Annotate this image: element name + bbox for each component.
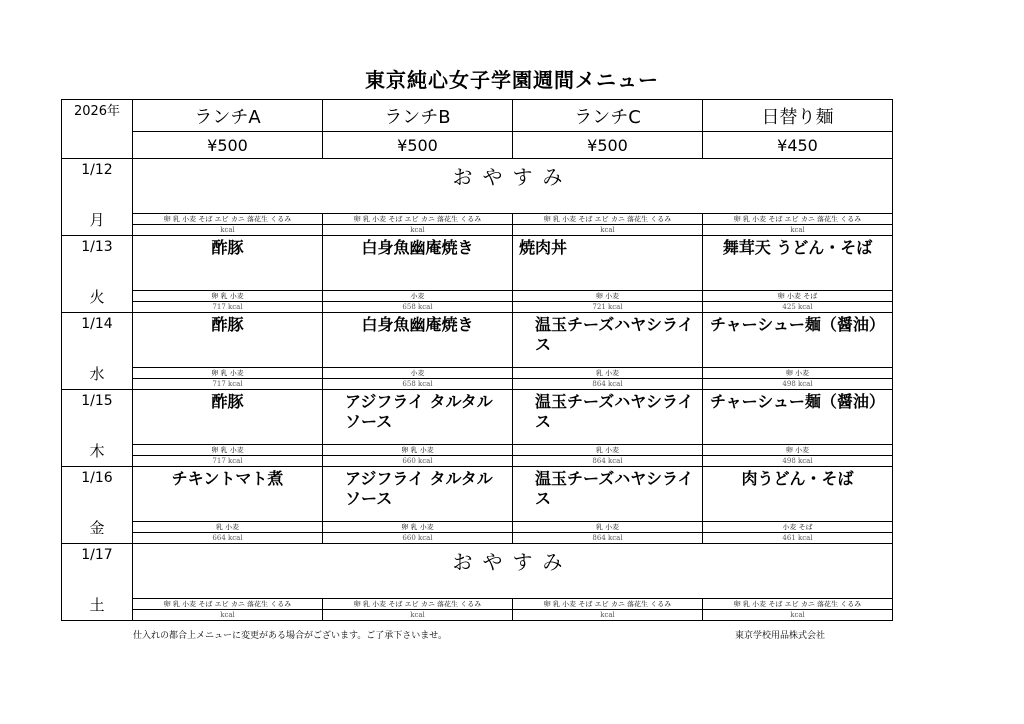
date-cell	[62, 159, 133, 236]
kcal-value: kcal	[703, 225, 893, 236]
date-number: 1/17	[81, 547, 113, 563]
dish-name: 温玉チーズハヤシライス	[513, 313, 703, 368]
kcal-row	[62, 456, 893, 467]
allergen-row	[62, 445, 893, 456]
kcal-value: kcal	[323, 610, 513, 621]
weekly-menu-table	[61, 99, 893, 621]
kcal-value: kcal	[513, 225, 703, 236]
allergen-row	[62, 368, 893, 379]
kcal-value: kcal	[323, 225, 513, 236]
kcal-value: kcal	[703, 610, 893, 621]
allergen-text: 卵 乳 小麦 そば エビ カニ 落花生 くるみ	[543, 215, 672, 223]
allergen-text: 卵 小麦 そば	[777, 292, 818, 300]
allergen-info	[513, 368, 703, 379]
year-cell: 2026年	[62, 100, 133, 159]
allergen-text: 卵 乳 小麦 そば エビ カニ 落花生 くるみ	[353, 215, 482, 223]
allergen-info	[323, 522, 513, 533]
allergen-info	[323, 368, 513, 379]
price-lunch-c: ¥500	[513, 132, 703, 159]
allergen-info	[513, 599, 703, 610]
dish-name: 白身魚幽庵焼き	[323, 313, 513, 368]
allergen-info	[703, 522, 893, 533]
date-number: 1/15	[81, 393, 113, 409]
dish-name: 白身魚幽庵焼き	[323, 236, 513, 291]
allergen-text: 卵 乳 小麦	[211, 369, 244, 377]
date-number: 1/12	[81, 162, 113, 178]
allergen-text: 卵 小麦	[595, 292, 620, 300]
weekday-label: 水	[89, 365, 105, 383]
kcal-value: 717 kcal	[133, 379, 323, 390]
holiday-label: おやすみ	[133, 159, 893, 214]
day-row	[62, 467, 893, 522]
page-title: 東京純心女子学園週間メニュー	[365, 68, 659, 92]
allergen-text: 卵 小麦	[785, 369, 810, 377]
kcal-value: 721 kcal	[513, 302, 703, 313]
allergen-row	[62, 291, 893, 302]
allergen-text: 乳 小麦	[595, 369, 620, 377]
day-row	[62, 236, 893, 291]
allergen-text: 小麦 そば	[782, 523, 813, 531]
day-row	[62, 159, 893, 214]
kcal-value: 664 kcal	[133, 533, 323, 544]
header-price-row	[62, 132, 893, 159]
dish-name: 酢豚	[133, 236, 323, 291]
allergen-text: 卵 乳 小麦 そば エビ カニ 落花生 くるみ	[163, 215, 292, 223]
kcal-value: kcal	[513, 610, 703, 621]
allergen-info	[513, 214, 703, 225]
allergen-info	[513, 291, 703, 302]
day-row	[62, 390, 893, 445]
kcal-value: 864 kcal	[513, 533, 703, 544]
dish-name: 酢豚	[133, 313, 323, 368]
column-header-lunch-c: ランチC	[513, 100, 703, 132]
kcal-row	[62, 610, 893, 621]
date-cell	[62, 390, 133, 467]
price-daily-noodle: ¥450	[703, 132, 893, 159]
allergen-text: 乳 小麦	[215, 523, 240, 531]
kcal-value: 717 kcal	[133, 302, 323, 313]
column-header-lunch-b: ランチB	[323, 100, 513, 132]
allergen-text: 卵 乳 小麦	[401, 446, 434, 454]
allergen-info	[133, 522, 323, 533]
date-cell	[62, 544, 133, 621]
allergen-info	[703, 445, 893, 456]
allergen-info	[323, 445, 513, 456]
allergen-info	[133, 368, 323, 379]
allergen-text: 卵 乳 小麦 そば エビ カニ 落花生 くるみ	[543, 600, 672, 608]
allergen-text: 卵 乳 小麦	[401, 523, 434, 531]
price-lunch-b: ¥500	[323, 132, 513, 159]
kcal-value: kcal	[133, 225, 323, 236]
day-rows	[62, 159, 893, 621]
dish-name: チキントマト煮	[133, 467, 323, 522]
holiday-label: おやすみ	[133, 544, 893, 599]
allergen-info	[133, 214, 323, 225]
dish-name: 温玉チーズハヤシライス	[513, 467, 703, 522]
allergen-text: 卵 乳 小麦 そば エビ カニ 落花生 くるみ	[163, 600, 292, 608]
allergen-text: 卵 乳 小麦 そば エビ カニ 落花生 くるみ	[733, 215, 862, 223]
column-header-lunch-a: ランチA	[133, 100, 323, 132]
kcal-value: 864 kcal	[513, 456, 703, 467]
dish-name: 舞茸天 うどん・そば	[703, 236, 893, 291]
dish-name: チャーシュー麺（醤油）	[703, 313, 893, 368]
kcal-value: 717 kcal	[133, 456, 323, 467]
kcal-value: 498 kcal	[703, 456, 893, 467]
allergen-info	[133, 445, 323, 456]
allergen-info	[323, 291, 513, 302]
allergen-info	[513, 445, 703, 456]
weekday-label: 金	[89, 519, 105, 537]
allergen-row	[62, 214, 893, 225]
price-lunch-a: ¥500	[133, 132, 323, 159]
kcal-value: 658 kcal	[323, 302, 513, 313]
allergen-text: 卵 小麦	[785, 446, 810, 454]
date-cell	[62, 467, 133, 544]
kcal-value: 660 kcal	[323, 533, 513, 544]
allergen-info	[703, 214, 893, 225]
day-row	[62, 544, 893, 599]
date-cell	[62, 236, 133, 313]
date-number: 1/14	[81, 316, 113, 332]
column-header-daily-noodle: 日替り麺	[703, 100, 893, 132]
weekday-label: 火	[89, 288, 105, 306]
weekday-label: 土	[89, 596, 105, 614]
dish-name: 焼肉丼	[513, 236, 703, 291]
allergen-info	[703, 291, 893, 302]
allergen-text: 卵 乳 小麦	[211, 292, 244, 300]
allergen-text: 乳 小麦	[595, 446, 620, 454]
kcal-value: 425 kcal	[703, 302, 893, 313]
kcal-value: 658 kcal	[323, 379, 513, 390]
footer-company: 東京学校用品株式会社	[735, 631, 826, 641]
dish-name: 温玉チーズハヤシライス	[513, 390, 703, 445]
dish-name: アジフライ タルタルソース	[323, 467, 513, 522]
weekday-label: 木	[89, 442, 105, 460]
dish-name: チャーシュー麺（醤油）	[703, 390, 893, 445]
allergen-text: 卵 乳 小麦 そば エビ カニ 落花生 くるみ	[353, 600, 482, 608]
day-row	[62, 313, 893, 368]
kcal-row	[62, 379, 893, 390]
kcal-value: kcal	[133, 610, 323, 621]
kcal-row	[62, 533, 893, 544]
allergen-info	[703, 368, 893, 379]
allergen-info	[513, 522, 703, 533]
dish-name: 酢豚	[133, 390, 323, 445]
allergen-info	[133, 291, 323, 302]
kcal-value: 498 kcal	[703, 379, 893, 390]
footer-note: 仕入れの都合上メニューに変更がある場合がございます。ご了承下さいませ。	[133, 631, 448, 641]
allergen-info	[703, 599, 893, 610]
kcal-value: 660 kcal	[323, 456, 513, 467]
kcal-row	[62, 225, 893, 236]
header-name-row	[62, 100, 893, 132]
allergen-row	[62, 522, 893, 533]
allergen-text: 卵 乳 小麦	[211, 446, 244, 454]
allergen-text: 小麦	[410, 292, 425, 300]
date-number: 1/16	[81, 470, 113, 486]
allergen-text: 小麦	[410, 369, 425, 377]
date-cell	[62, 313, 133, 390]
dish-name: 肉うどん・そば	[703, 467, 893, 522]
kcal-value: 461 kcal	[703, 533, 893, 544]
allergen-info	[323, 599, 513, 610]
kcal-row	[62, 302, 893, 313]
allergen-info	[133, 599, 323, 610]
allergen-row	[62, 599, 893, 610]
allergen-info	[323, 214, 513, 225]
allergen-text: 乳 小麦	[595, 523, 620, 531]
kcal-value: 864 kcal	[513, 379, 703, 390]
dish-name: アジフライ タルタルソース	[323, 390, 513, 445]
date-number: 1/13	[81, 239, 113, 255]
weekday-label: 月	[89, 211, 105, 229]
allergen-text: 卵 乳 小麦 そば エビ カニ 落花生 くるみ	[733, 600, 862, 608]
